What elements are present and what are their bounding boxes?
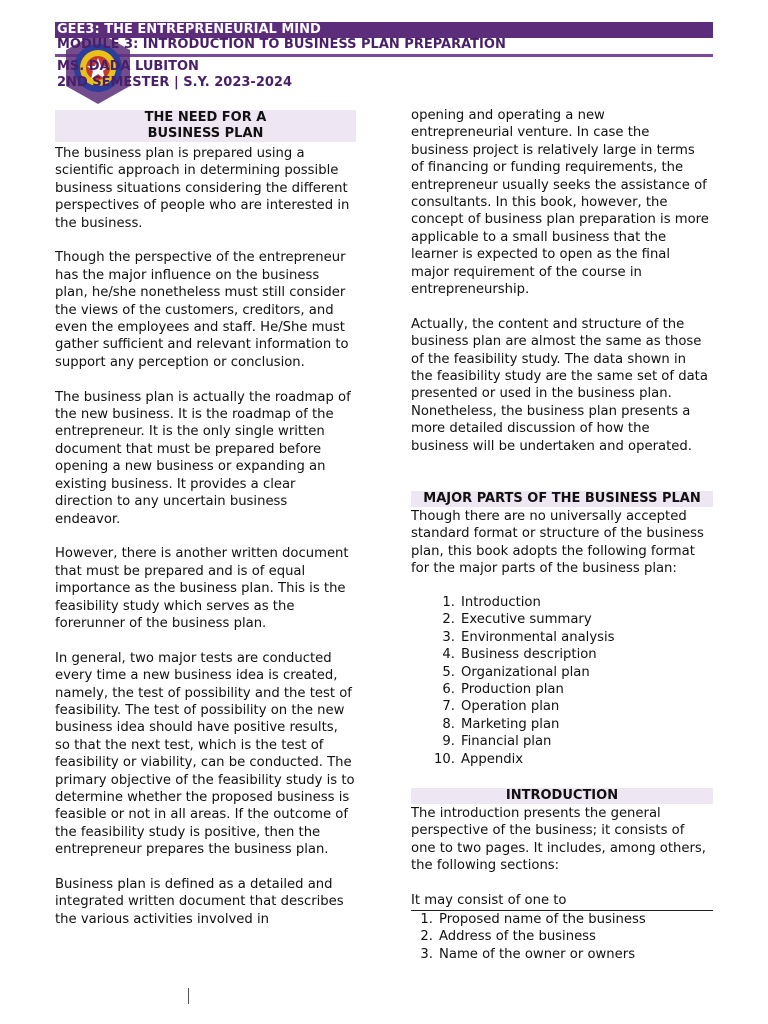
heading-line-2: BUSINESS PLAN (147, 126, 264, 141)
list-item: 3. Name of the owner or owners (420, 946, 636, 962)
paragraph: Though the perspective of the entrepreneur has the major influence on the business plan, he/she nonetheless must still consider the views of the customers, creditors, and even the employees and staff. He/She must gather sufficient and relevant information to support any perception or conclusion. (55, 250, 349, 370)
list-item: 2. Executive summary (442, 612, 592, 628)
list-item: 8. Marketing plan (442, 716, 560, 732)
paragraph: The business plan is actually the roadmap of the new business. It is the roadmap of the entrepreneur. It is the only single written document that must be prepared before opening a new business or expanding an existing business. It provides a clear direction to any uncertain business endeavor. (55, 389, 351, 527)
teacher-name: MS. DADA LUBITON (57, 59, 199, 74)
header-rule (55, 54, 713, 57)
semester-label: 2ND SEMESTER | S.Y. 2023-2024 (57, 75, 293, 90)
list-item: 2. Address of the business (420, 929, 596, 945)
right-column (411, 107, 711, 473)
introduction-sections-list (411, 911, 711, 963)
paragraph: However, there is another written document that must be prepared and is of equal importance as the business plan. This is the feasibility study which serves as the forerunner of the business plan. (55, 546, 349, 631)
section-heading-need (55, 110, 356, 142)
list-item: 5. Organizational plan (442, 664, 590, 680)
introduction-note: It may consist of one to (411, 893, 567, 908)
major-parts-list (411, 594, 711, 768)
major-parts-intro: Though there are no universally accepted standard format or structure of the business plan, this book adopts the following format for the major parts of the business plan: (411, 509, 704, 577)
list-item: 10. Appendix (434, 751, 524, 767)
left-column (55, 145, 355, 946)
list-item: 6. Production plan (442, 682, 564, 698)
section-heading-introduction: INTRODUCTION (411, 788, 713, 804)
paragraph: In general, two major tests are conducted every time a new business idea is created, namely, the test of possibility and the test of feasibility. The test of possibility on the new business idea should have positive results, so that the next test, which is the test of feasibility or viability, can be conducted. The primary objective of the feasibility study is to determine whether the proposed business is feasible or not in all areas. If the outcome of the feasibility study is positive, then the entrepreneur prepares the business plan. (55, 650, 355, 858)
introduction-text: The introduction presents the general perspective of the business; it consists of one to two pages. It includes, among others, the following sections: (411, 806, 706, 874)
list-item: 9. Financial plan (442, 734, 552, 750)
heading-line-1: THE NEED FOR A (144, 110, 267, 125)
list-item: 7. Operation plan (442, 699, 560, 715)
text-cursor (188, 988, 189, 1004)
course-title: GEE3: THE ENTREPRENEURIAL MIND (57, 22, 321, 37)
paragraph: opening and operating a new entrepreneurial venture. In case the business project is relatively large in terms of financing or funding requirements, the entrepreneur usually seeks the assistance of consultants. In this book, however, the concept of business plan preparation is more applicable to a small business that the learner is expected to open as the final major requirement of the course in entrepreneurship. (411, 108, 709, 298)
paragraph: Business plan is defined as a detailed and integrated written document that describes the various activities involved in (55, 876, 344, 927)
list-item: 1. Proposed name of the business (420, 912, 646, 927)
list-item: 1. Introduction (442, 595, 541, 610)
list-item: 3. Environmental analysis (442, 629, 615, 645)
paragraph: Actually, the content and structure of the business plan are almost the same as those of the feasibility study. The data shown in the feasibility study are the same set of data presented or used in the business plan. Nonetheless, the business plan presents a more detailed discussion of how the business will be undertaken and operated. (411, 316, 708, 454)
list-item: 4. Business description (442, 647, 597, 663)
section-heading-major-parts: MAJOR PARTS OF THE BUSINESS PLAN (411, 491, 713, 507)
module-title: MODULE 3: INTRODUCTION TO BUSINESS PLAN PREPARATION (57, 37, 506, 52)
paragraph: The business plan is prepared using a scientific approach in determining possible business situations considering the different perspectives of people who are interested in the business. (55, 146, 350, 231)
